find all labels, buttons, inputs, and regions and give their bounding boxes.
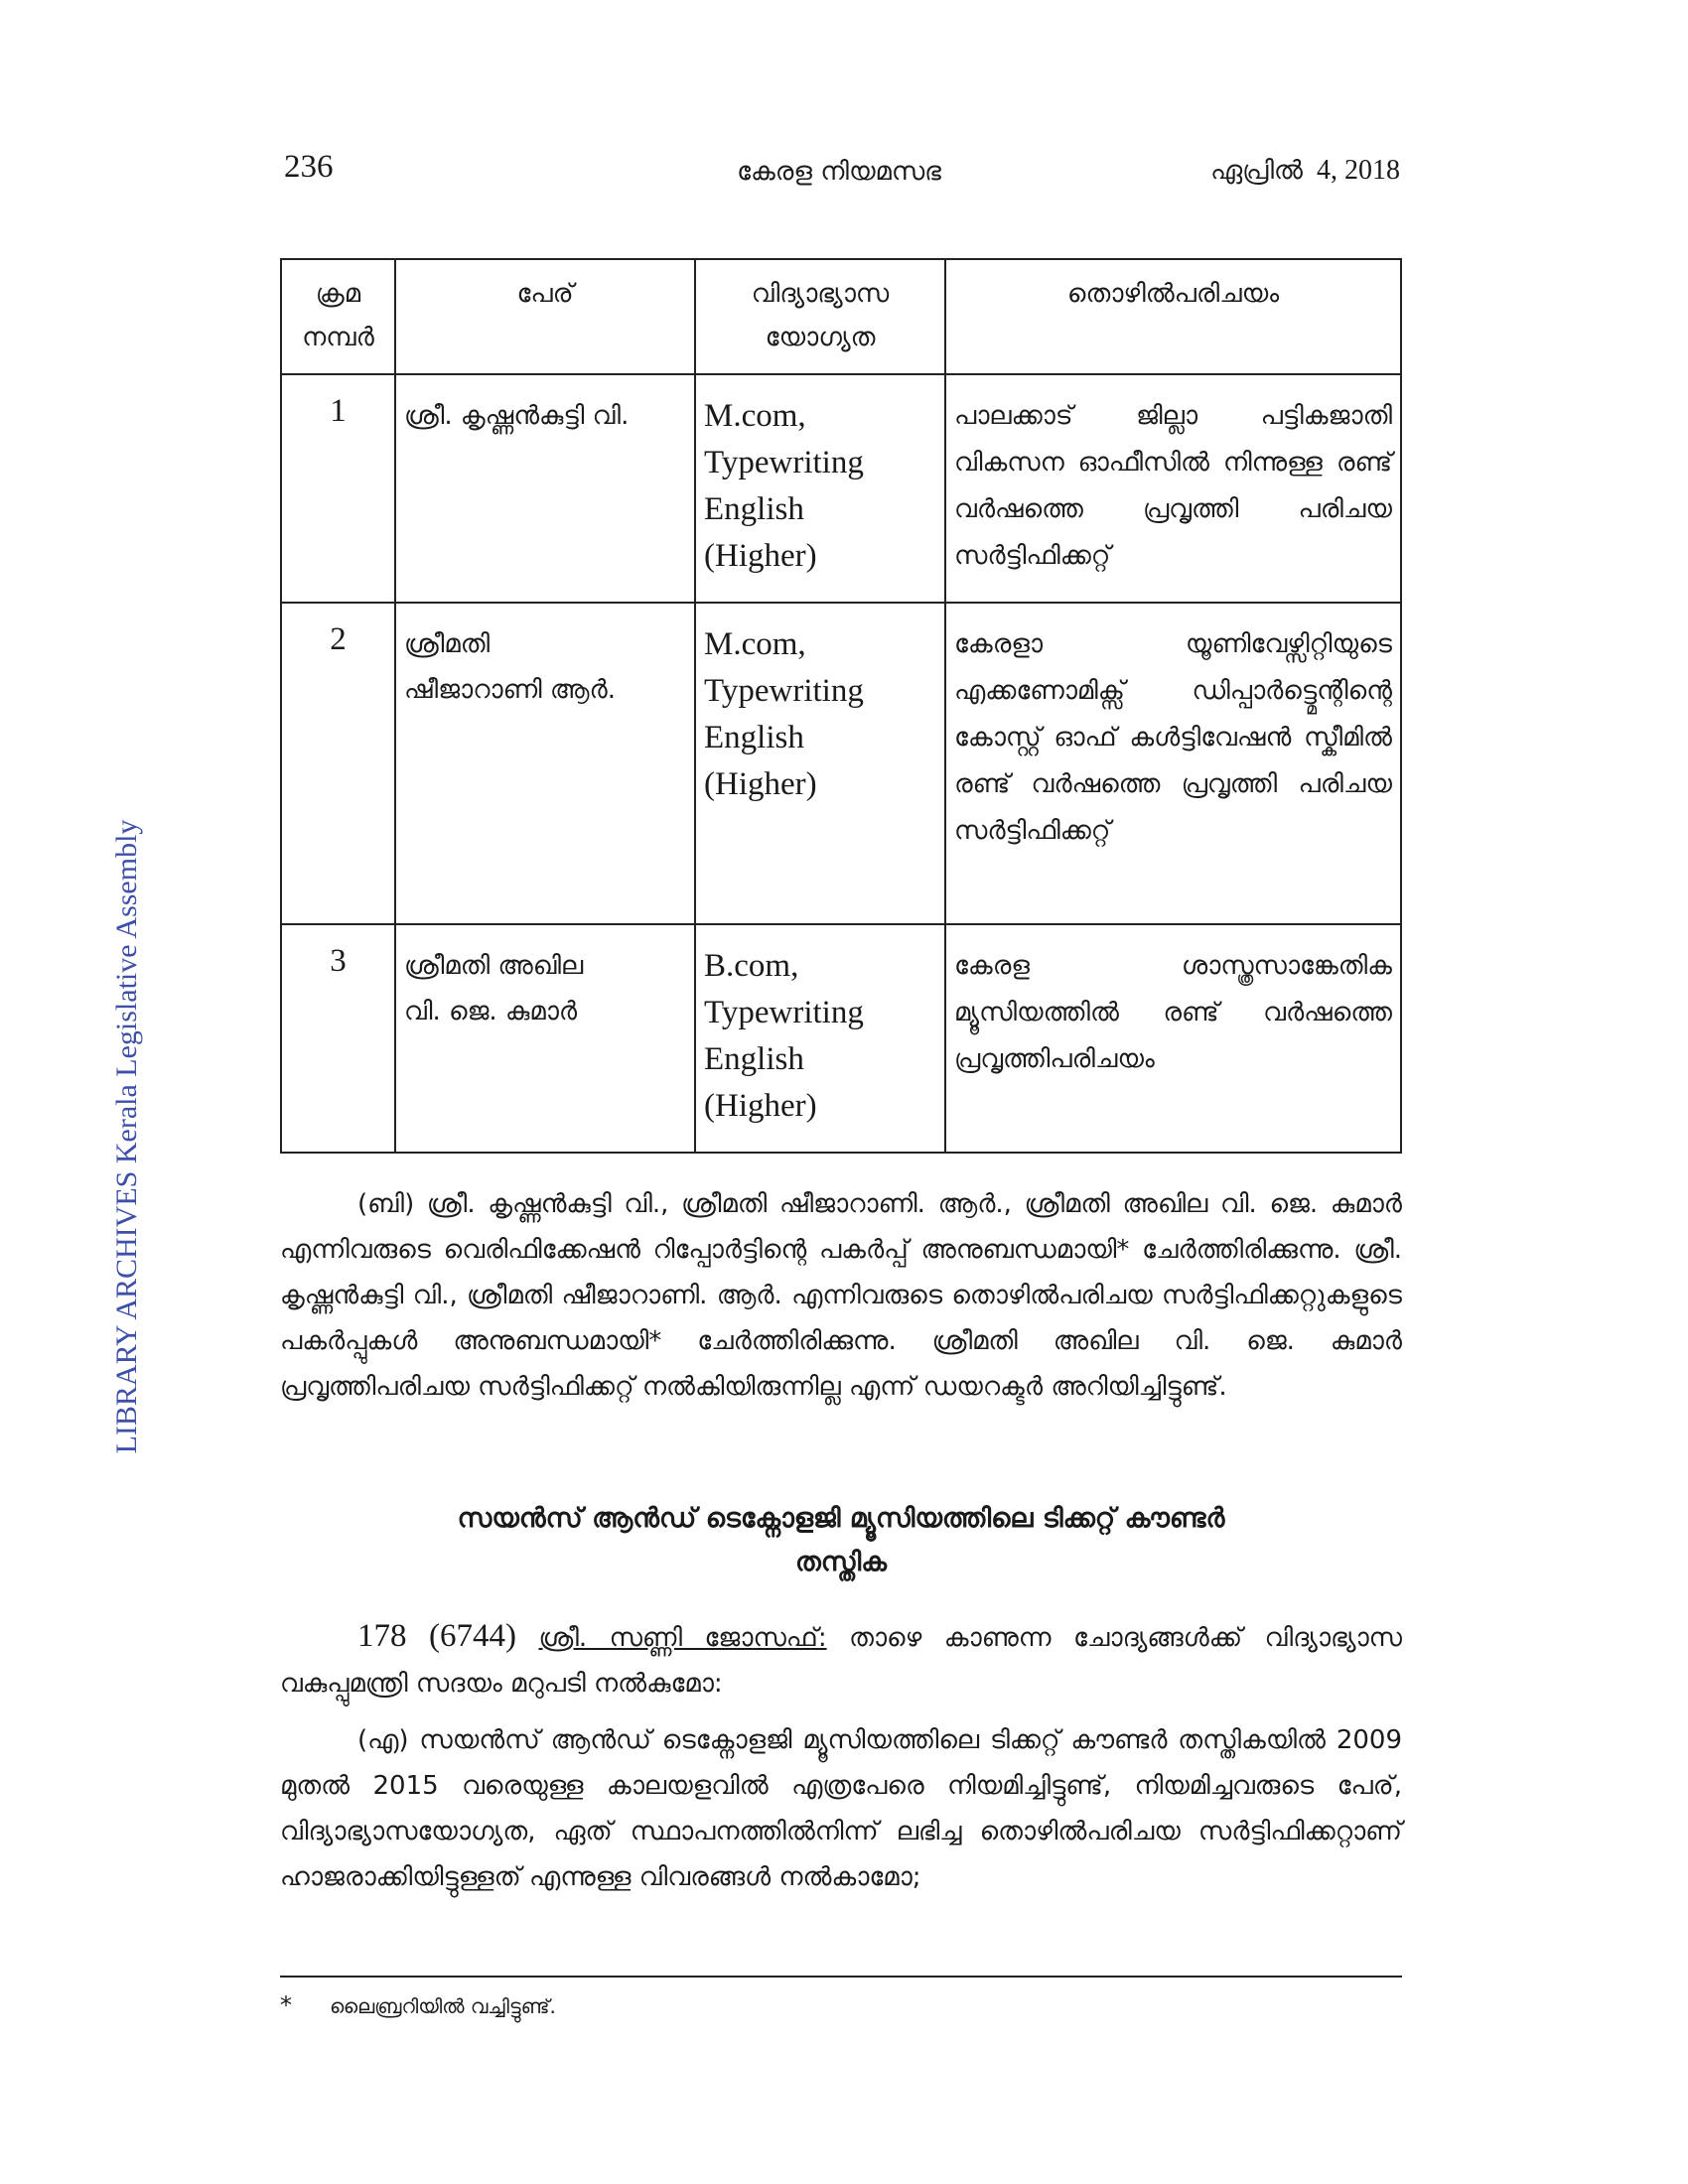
header-experience: തൊഴിൽപരിചയം <box>945 259 1401 374</box>
education-line: M.com, <box>704 398 806 434</box>
education-line: Typewriting <box>704 673 864 709</box>
footnote-mark: * <box>280 1991 292 2019</box>
cell-experience: കേരള ശാസ്ത്രസാങ്കേതിക മ്യൂസിയത്തിൽ രണ്ട് വർഷത്തെ പ്രവൃത്തിപരിചയം <box>945 924 1401 1153</box>
side-watermark: LIBRARY ARCHIVES Kerala Legislative Assembly <box>110 819 143 1454</box>
question-member: ശ്രീ. സണ്ണി ജോസഫ്: <box>538 1623 827 1653</box>
question-number: 178 (6744) <box>357 1618 516 1654</box>
date-month: ഏപ്രിൽ <box>1210 156 1303 186</box>
education-line: English <box>704 1041 804 1077</box>
cell-education <box>695 924 945 1153</box>
question-intro <box>280 1613 1402 1706</box>
cell-name <box>395 374 695 603</box>
name-line: ശ്രീ. കൃഷ്ണൻകുട്ടി വി. <box>404 401 630 431</box>
name-line: ഷീജാറാണി ആർ. <box>404 675 616 705</box>
question-heading <box>280 1497 1402 1584</box>
cell-serial: 3 <box>281 924 395 1153</box>
question-heading-line: സയൻസ് ആൻഡ് ടെക്നോളജി മ്യൂസിയത്തിലെ ടിക്കറ്റ് കൗണ്ടർ <box>457 1503 1225 1534</box>
page-date <box>1210 155 1400 187</box>
education-line: English <box>704 720 804 755</box>
name-line: ശ്രീമതി <box>404 629 491 659</box>
footnote-text: ലൈബ്രറിയിൽ വച്ചിട്ടുണ്ട്. <box>330 1994 556 2018</box>
table-row <box>281 603 1401 924</box>
education-line: M.com, <box>704 626 806 662</box>
qualification-table <box>280 258 1402 1154</box>
footnote <box>280 1991 1402 2019</box>
education-line: (Higher) <box>704 538 817 574</box>
cell-education <box>695 603 945 924</box>
table-row <box>281 924 1401 1153</box>
name-line: വി. ജെ. കുമാർ <box>404 997 578 1026</box>
cell-experience: കേരളാ യൂണിവേഴ്സിറ്റിയുടെ എക്കണോമിക്സ് ഡിപ്പാർട്ട്മെന്റിന്റെ കോസ്റ്റ് ഓഫ് കൾട്ടിവേഷൻ സ്കീമിൽ രണ്ട് വർഷത്തെ പ്രവൃത്തി പരിചയ സർട്ടിഫിക്കറ്റ് <box>945 603 1401 924</box>
cell-name <box>395 603 695 924</box>
date-day-year: 4, 2018 <box>1317 155 1400 186</box>
education-line: (Higher) <box>704 766 817 802</box>
education-line: (Higher) <box>704 1088 817 1124</box>
table-header-row <box>281 259 1401 374</box>
education-line: Typewriting <box>704 445 864 480</box>
table-row <box>281 374 1401 603</box>
cell-serial: 2 <box>281 603 395 924</box>
cell-name <box>395 924 695 1153</box>
page-number: 236 <box>284 149 334 185</box>
education-line: B.com, <box>704 948 799 984</box>
running-title: കേരള നിയമസഭ <box>737 157 941 187</box>
name-line: ശ്രീമതി അഖില <box>404 951 584 981</box>
education-line: Typewriting <box>704 995 864 1030</box>
question-intro-text: താഴെ കാണുന്ന ചോദ്യങ്ങൾക്ക് വിദ്യാഭ്യാസ വകുപ്പുമന്ത്രി സദയം മറുപടി നൽകുമോ: <box>280 1623 1403 1699</box>
cell-education <box>695 374 945 603</box>
header-name: പേര് <box>395 259 695 374</box>
footnote-rule <box>280 1976 1402 1978</box>
question-part-a: (എ) സയൻസ് ആൻഡ് ടെക്നോളജി മ്യൂസിയത്തിലെ ടിക്കറ്റ് കൗണ്ടർ തസ്തികയിൽ 2009 മുതൽ 2015 വരെയുള്ള കാലയളവിൽ എത്രപേരെ നിയമിച്ചിട്ടുണ്ട്, നിയമിച്ചവരുടെ പേര്, വിദ്യാഭ്യാസയോഗ്യത, ഏത് സ്ഥാപനത്തിൽനിന്ന് ലഭിച്ച തൊഴിൽപരിചയ സർട്ടിഫിക്കറ്റാണ് ഹാജരാക്കിയിട്ടുള്ളത് എന്നുള്ള വിവരങ്ങൾ നൽകാമോ; <box>280 1725 1402 1892</box>
question-heading-line: തസ്തിക <box>795 1547 887 1577</box>
header-education: വിദ്യാഭ്യാസ യോഗ്യത <box>695 259 945 374</box>
answer-b-paragraph: (ബി) ശ്രീ. കൃഷ്ണൻകുട്ടി വി., ശ്രീമതി ഷീജാറാണി. ആർ., ശ്രീമതി അഖില വി. ജെ. കുമാർ എന്നിവരുടെ വെരിഫിക്കേഷൻ റിപ്പോർട്ടിന്റെ പകർപ്പ് അനുബന്ധമായി* ചേർത്തിരിക്കുന്നു. ശ്രീ. കൃഷ്ണൻകുട്ടി വി., ശ്രീമതി ഷീജാറാണി. ആർ. എന്നിവരുടെ തൊഴിൽപരിചയ സർട്ടിഫിക്കറ്റുകളുടെ പകർപ്പുകൾ അനുബന്ധമായി* ചേർത്തിരിക്കുന്നു. ശ്രീമതി അഖില വി. ജെ. കുമാർ പ്രവൃത്തിപരിചയ സർട്ടിഫിക്കറ്റ് നൽകിയിരുന്നില്ല എന്ന് ഡയറക്ടർ അറിയിച്ചിട്ടുണ്ട്. <box>280 1189 1402 1402</box>
page-header <box>278 149 1400 199</box>
header-serial-number: ക്രമ നമ്പർ <box>281 259 395 374</box>
cell-experience: പാലക്കാട് ജില്ലാ പട്ടികജാതി വികസന ഓഫീസിൽ നിന്നുള്ള രണ്ട് വർഷത്തെ പ്രവൃത്തി പരിചയ സർട്ടിഫിക്കറ്റ് <box>945 374 1401 603</box>
cell-serial: 1 <box>281 374 395 603</box>
education-line: English <box>704 491 804 527</box>
